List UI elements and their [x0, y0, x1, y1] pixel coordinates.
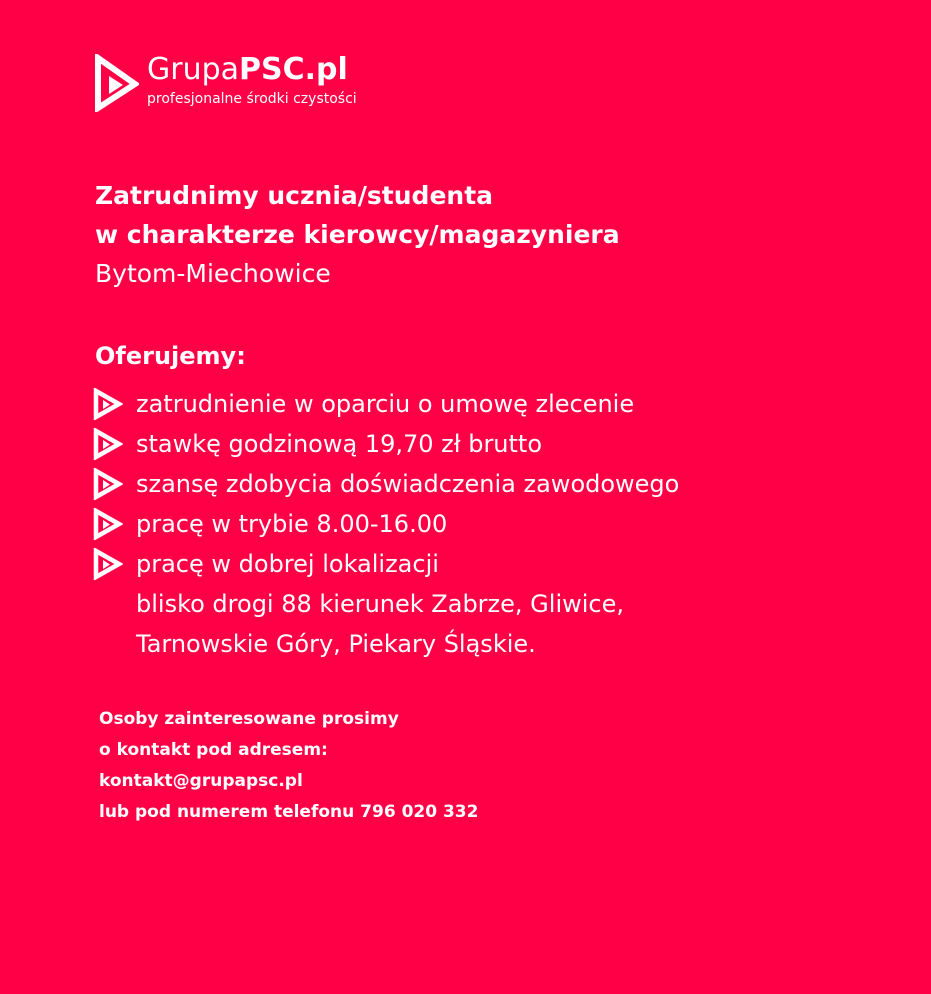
offer-continuation-line-1: blisko drogi 88 kierunek Zabrze, Gliwice,	[136, 590, 624, 618]
contact-line-1: Osoby zainteresowane prosimy	[99, 709, 399, 729]
offer-item-text: stawkę godzinową 19,70 zł brutto	[136, 430, 543, 458]
offer-item-text: pracę w dobrej lokalizacji	[136, 550, 439, 578]
offer-item-text: szansę zdobycia doświadczenia zawodowego	[136, 470, 680, 498]
play-triangle-icon	[95, 54, 139, 112]
contact-email: kontakt@grupapsc.pl	[99, 771, 303, 791]
play-triangle-icon	[93, 428, 123, 460]
play-triangle-icon	[93, 468, 123, 500]
logo-text	[147, 52, 357, 108]
offer-continuation	[136, 584, 624, 664]
logo-tagline: profesjonalne środki czystości	[147, 91, 357, 107]
play-triangle-icon	[93, 388, 123, 420]
offer-item	[93, 504, 679, 544]
logo-name	[147, 52, 357, 88]
offer-continuation-line-2: Tarnowskie Góry, Piekary Śląskie.	[136, 630, 536, 658]
contact-phone: lub pod numerem telefonu 796 020 332	[99, 802, 479, 822]
offer-title: Oferujemy:	[95, 342, 246, 370]
headline-city: Bytom-Miechowice	[95, 259, 331, 288]
offer-item-text: pracę w trybie 8.00-16.00	[136, 510, 448, 538]
offer-item	[93, 384, 679, 424]
headline-line-1: Zatrudnimy ucznia/studenta	[95, 181, 494, 210]
headline	[95, 176, 620, 293]
contact-line-2: o kontakt pod adresem:	[99, 740, 328, 760]
offer-item	[93, 424, 679, 464]
headline-line-2: w charakterze kierowcy/magazyniera	[95, 220, 620, 249]
logo-name-light: Grupa	[147, 52, 240, 87]
logo	[95, 52, 357, 112]
logo-name-bold: PSC.pl	[239, 52, 348, 87]
offer-item-text: zatrudnienie w oparciu o umowę zlecenie	[136, 390, 635, 418]
offer-item	[93, 544, 679, 584]
offer-item	[93, 464, 679, 504]
play-triangle-icon	[93, 548, 123, 580]
play-triangle-icon	[93, 508, 123, 540]
offer-list	[93, 384, 679, 584]
contact-block	[99, 704, 478, 828]
